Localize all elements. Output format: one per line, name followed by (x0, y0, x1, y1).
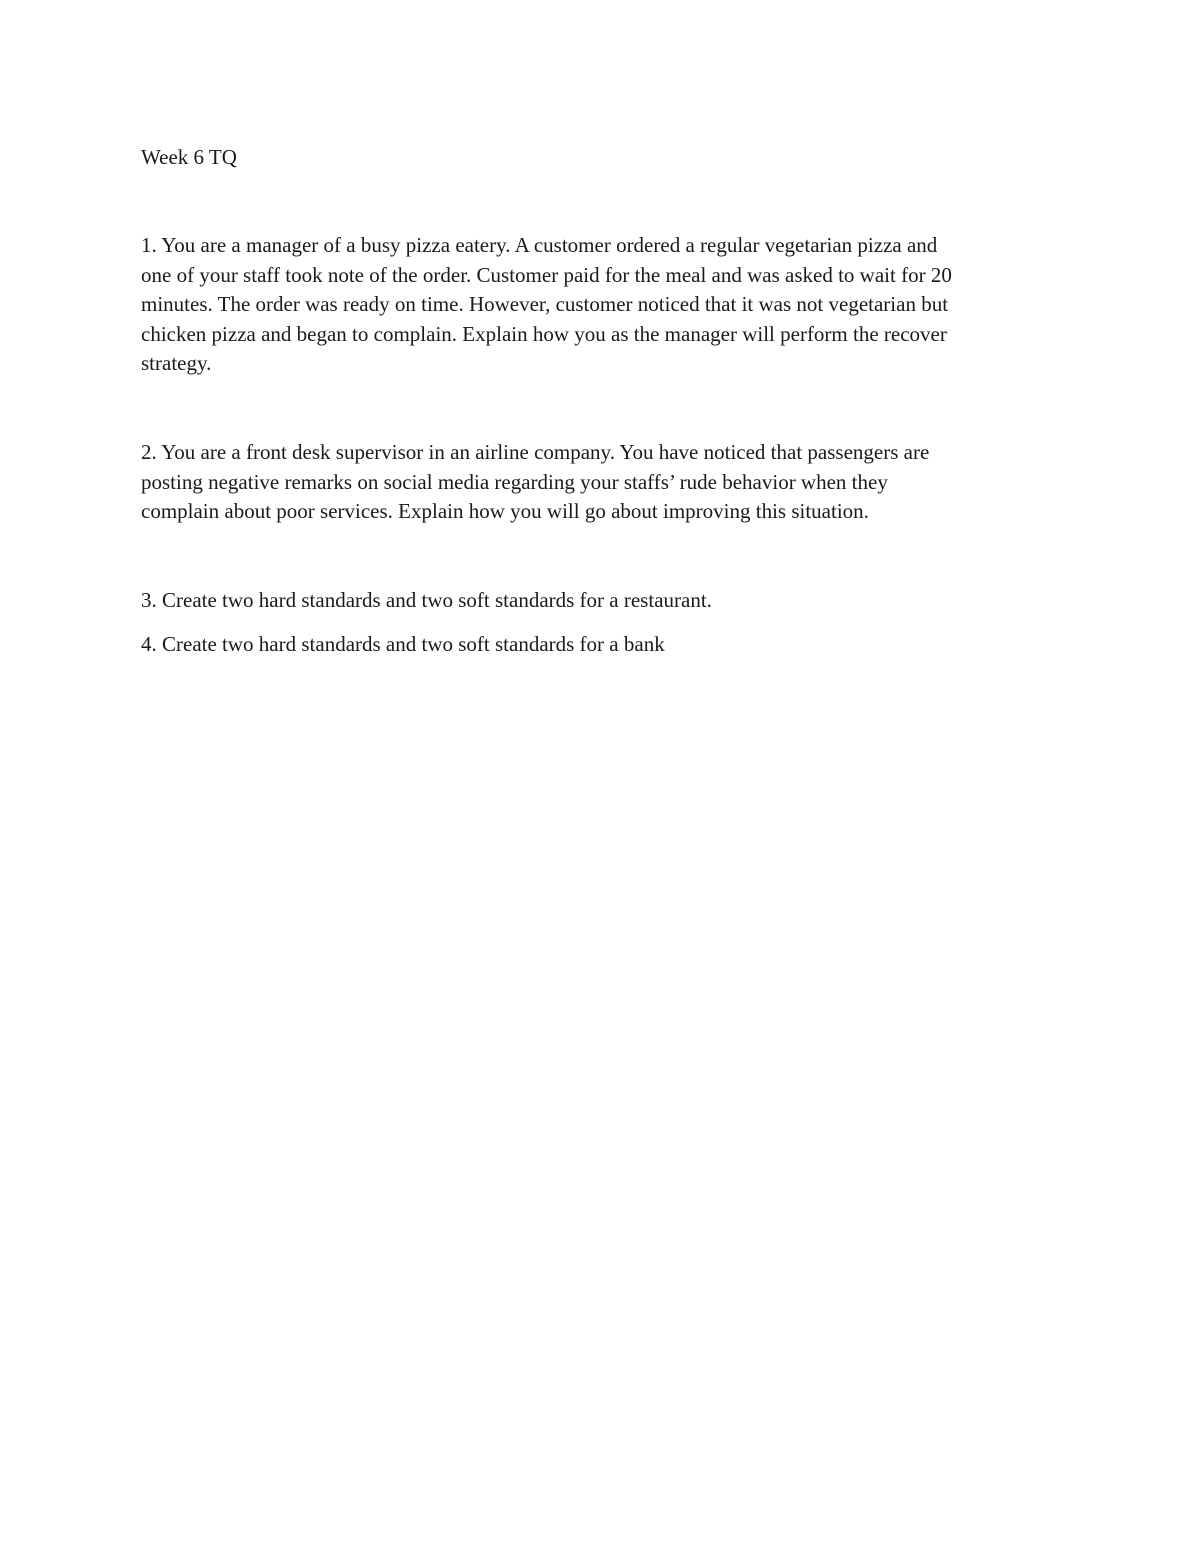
question-1-line-1: 1. You are a manager of a busy pizza eatery. A customer ordered a regular vegetarian pizza and (141, 233, 938, 257)
question-1-line-3: minutes. The order was ready on time. However, customer noticed that it was not vegetarian but (141, 292, 949, 317)
question-1-line-2: one of your staff took note of the order. Customer paid for the meal and was asked to wait for 20 (141, 262, 952, 287)
question-2-line-2: posting negative remarks on social media regarding your staffs’ rude behavior when they (141, 469, 888, 494)
question-4-line-1: 4. Create two hard standards and two soft standards for a bank (141, 632, 665, 656)
question-1 (141, 231, 1071, 379)
question-2 (141, 438, 1071, 527)
question-4 (141, 630, 1071, 660)
question-3 (141, 586, 1071, 616)
document-title: Week 6 TQ (141, 145, 237, 169)
question-3-line-1: 3. Create two hard standards and two soft standards for a restaurant. (141, 588, 712, 612)
question-1-line-5: strategy. (141, 351, 212, 376)
question-2-line-1: 2. You are a front desk supervisor in an airline company. You have noticed that passengers are (141, 440, 930, 464)
question-2-line-3: complain about poor services. Explain how you will go about improving this situation. (141, 499, 869, 524)
question-1-line-4: chicken pizza and began to complain. Explain how you as the manager will perform the recover (141, 321, 947, 346)
